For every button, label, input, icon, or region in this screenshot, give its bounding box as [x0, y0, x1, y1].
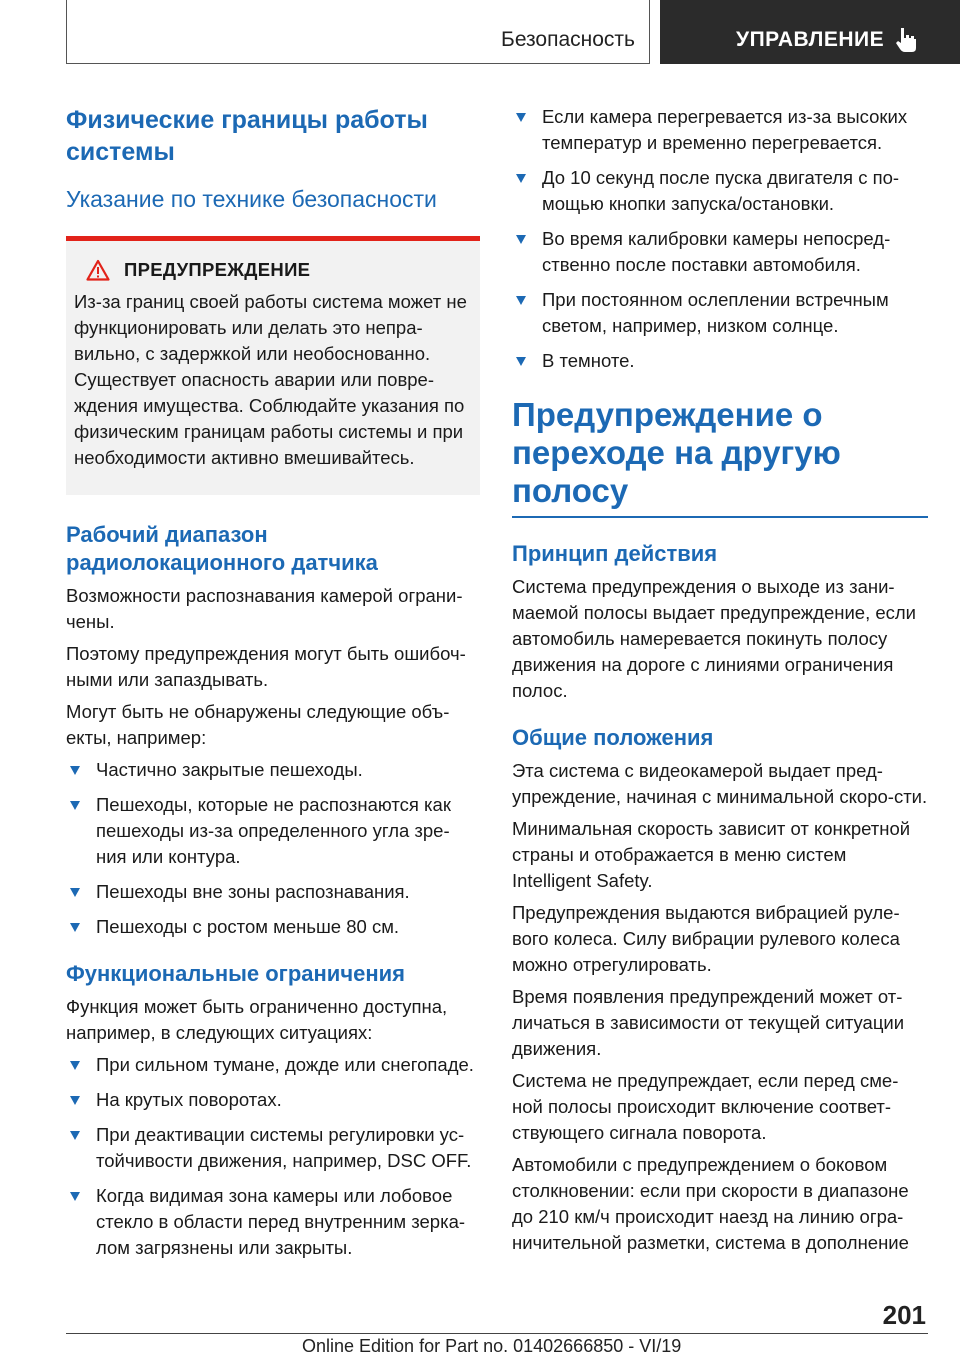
- paragraph: Функция может быть ограниченно доступна, например, в следующих ситуациях:: [66, 996, 448, 1043]
- bullet-list: [66, 1052, 480, 1261]
- list-item: Частично закрытые пешеходы.: [66, 757, 480, 783]
- page-number: 201: [882, 1300, 926, 1330]
- list-item: Когда видимая зона камеры или лобовое стекло в области перед внутренним зерка-лом загрязнены или закрыты.: [66, 1183, 480, 1261]
- bullet-triangle-icon: [70, 801, 80, 810]
- list-item: Пешеходы вне зоны распознавания.: [66, 879, 480, 905]
- paragraph: Время появления предупреждений может от-личаться в зависимости от текущей ситуации движения.: [512, 986, 905, 1059]
- paragraph: Система не предупреждает, если перед сме-ной полосы происходит включение соответ-ствующего сигнала поворота.: [512, 1070, 899, 1143]
- list-item: При постоянном ослеплении встречным светом, например, низком солнце.: [512, 287, 928, 339]
- paragraph: Система предупреждения о выходе из зани-маемой полосы выдает предупреждение, если автомобиль намеревается покинуть полосу движения на дороге с линиями ограничения полос.: [512, 576, 917, 701]
- section-title-physical-limits: Физические границы работы системы: [66, 106, 428, 166]
- chapter-heading-block: [512, 396, 928, 518]
- paragraph: Автомобили с предупреждением о боковом столкновении: если при скорости в диапазоне до 210 км/ч происходит наезд на линию огра-ничительной разметки, система в дополнение: [512, 1154, 909, 1253]
- bullet-triangle-icon: [70, 1096, 80, 1105]
- bullet-triangle-icon: [70, 1131, 80, 1140]
- section-title-general: Общие положения: [512, 725, 714, 750]
- header-section-label: Безопасность: [501, 28, 635, 51]
- chapter-title-lane-departure: Предупреждение о переходе на другую полосу: [512, 396, 841, 509]
- warning-box: [66, 236, 480, 495]
- subtitle-safety-note: Указание по технике безопасности: [66, 186, 437, 212]
- bullet-triangle-icon: [70, 1192, 80, 1201]
- bullet-triangle-icon: [516, 296, 526, 305]
- bullet-triangle-icon: [516, 174, 526, 183]
- paragraph: Возможности распознавания камерой ограни-чены.: [66, 585, 463, 632]
- header-section-tab: [66, 0, 650, 64]
- bullet-triangle-icon: [70, 923, 80, 932]
- bullet-triangle-icon: [516, 357, 526, 366]
- pointing-hand-icon: [892, 24, 922, 54]
- list-item: Если камера перегревается из-за высоких температур и временно перегревается.: [512, 104, 928, 156]
- bullet-list: [66, 757, 480, 940]
- list-item: При сильном тумане, дожде или снегопаде.: [66, 1052, 480, 1078]
- paragraph: Эта система с видеокамерой выдает пред-упреждение, начиная с минимальной скоро-сти.: [512, 760, 928, 807]
- paragraph: Предупреждения выдаются вибрацией руле-вого колеса. Силу вибрации рулевого колеса можно отрегулировать.: [512, 902, 900, 975]
- header-chapter-tab: [660, 0, 960, 64]
- warning-header: [74, 259, 472, 281]
- list-item: Во время калибровки камеры непосред-ственно после поставки автомобиля.: [512, 226, 928, 278]
- bullet-triangle-icon: [516, 113, 526, 122]
- list-item: В темноте.: [512, 348, 928, 374]
- bullet-triangle-icon: [70, 888, 80, 897]
- paragraph: Поэтому предупреждения могут быть ошибоч-ными или запаздывать.: [66, 643, 466, 690]
- section-title-functional-limits: Функциональные ограничения: [66, 961, 405, 986]
- warning-triangle-icon: [86, 259, 110, 281]
- section-title-principle: Принцип действия: [512, 541, 718, 566]
- left-column: [66, 104, 480, 1270]
- right-column: [512, 104, 928, 1256]
- bullet-triangle-icon: [70, 1061, 80, 1070]
- header-chapter-label: УПРАВЛЕНИЕ: [736, 28, 885, 51]
- list-item: Пешеходы, которые не распознаются как пешеходы из-за определенного угла зре-ния или контура.: [66, 792, 480, 870]
- warning-label: ПРЕДУПРЕЖДЕНИЕ: [124, 259, 311, 280]
- section-title-radar-range: Рабочий диапазон радиолокационного датчика: [66, 522, 378, 575]
- paragraph: Минимальная скорость зависит от конкретной страны и отображается в меню систем Intelligent Safety.: [512, 818, 911, 891]
- list-item: До 10 секунд после пуска двигателя с по-мощью кнопки запуска/остановки.: [512, 165, 928, 217]
- footer-edition: Online Edition for Part no. 01402666850 - VI/19: [302, 1336, 682, 1356]
- list-item: На крутых поворотах.: [66, 1087, 480, 1113]
- bullet-triangle-icon: [516, 235, 526, 244]
- list-item: При деактивации системы регулировки ус-тойчивости движения, например, DSC OFF.: [66, 1122, 480, 1174]
- list-item: Пешеходы с ростом меньше 80 см.: [66, 914, 480, 940]
- bullet-list: [512, 104, 928, 374]
- paragraph: Могут быть не обнаружены следующие объ-екты, например:: [66, 701, 450, 748]
- footer-divider: [66, 1333, 928, 1334]
- warning-text: Из-за границ своей работы система может не функционировать или делать это непра-вильно, с задержкой или необоснованно. Существует опасность аварии или повре-ждения имущества. Соблюдайте указания по физическим границам работы системы и при необходимости активно вмешивайтесь.: [74, 291, 467, 468]
- bullet-triangle-icon: [70, 766, 80, 775]
